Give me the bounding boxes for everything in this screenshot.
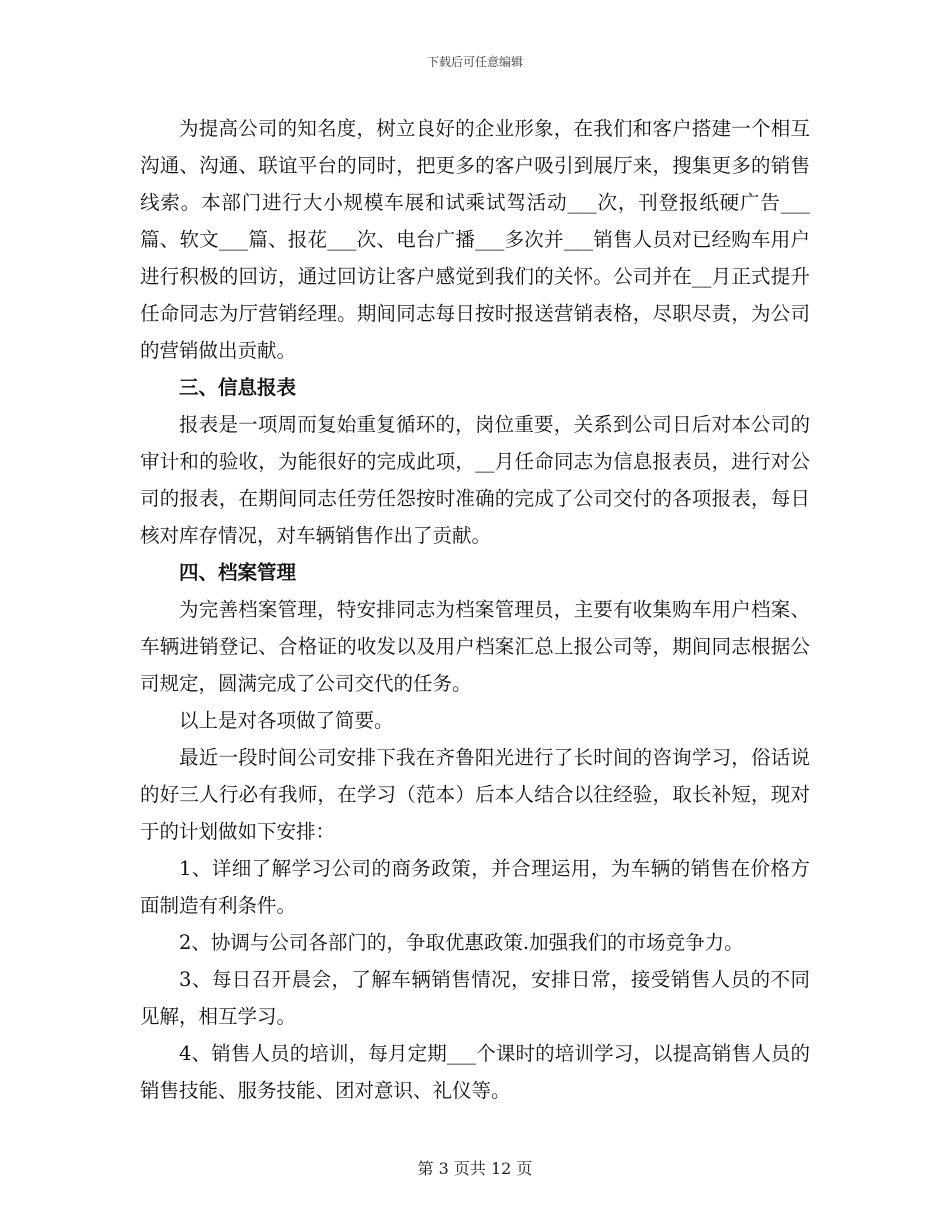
paragraph-plan-intro: 最近一段时间公司安排下我在齐鲁阳光进行了长时间的咨询学习，俗话说的好三人行必有我师，在学习（范本）后本人结合以往经验，取长补短，现对于的计划做如下安排： <box>140 746 810 843</box>
plan-item-1: 1、详细了解学习公司的商务政策，并合理运用，为车辆的销售在价格方面制造有利条件。 <box>140 857 810 917</box>
paragraph-summary: 以上是对各项做了简要。 <box>179 709 394 732</box>
plan-item-2: 2、协调与公司各部门的，争取优惠政策.加强我们的市场竞争力。 <box>179 931 744 954</box>
section-heading-info-report: 三、信息报表 <box>179 376 297 399</box>
paragraph-info-report: 报表是一项周而复始重复循环的，岗位重要，关系到公司日后对本公司的审计和的验收，为能很好的完成此项，__月任命同志为信息报表员，进行对公司的报表，在期间同志任劳任怨按时准确的完成了公司交付的各项报表，每日核对库存情况，对车辆销售作出了贡献。 <box>140 413 810 547</box>
page-number: 第 3 页共 12 页 <box>417 1159 533 1178</box>
plan-item-3: 3、每日召开晨会，了解车辆销售情况，安排日常，接受销售人员的不同见解，相互学习。 <box>140 968 810 1028</box>
paragraph-marketing: 为提高公司的知名度，树立良好的企业形象，在我们和客户搭建一个相互沟通、沟通、联谊平台的同时，把更多的客户吸引到展厅来，搜集更多的销售线索。本部门进行大小规模车展和试乘试驾活动___次，刊登报纸硬广告___篇、软文___篇、报花___次、电台广播___多次并___销售人员对已经购车用户进行积极的回访，通过回访让客户感觉到我们的关怀。公司并在__月正式提升任命同志为厅营销经理。期间同志每日按时报送营销表格，尽职尽责，为公司的营销做出贡献。 <box>140 117 810 362</box>
section-heading-archive: 四、档案管理 <box>179 561 297 584</box>
document-body <box>140 110 810 1109</box>
plan-item-4: 4、销售人员的培训，每月定期___个课时的培训学习，以提高销售人员的销售技能、服务技能、团对意识、礼仪等。 <box>140 1042 810 1102</box>
page-header: 下载后可任意编辑 <box>426 55 523 69</box>
paragraph-archive: 为完善档案管理，特安排同志为档案管理员，主要有收集购车用户档案、车辆进销登记、合格证的收发以及用户档案汇总上报公司等，期间同志根据公司规定，圆满完成了公司交代的任务。 <box>140 598 810 695</box>
